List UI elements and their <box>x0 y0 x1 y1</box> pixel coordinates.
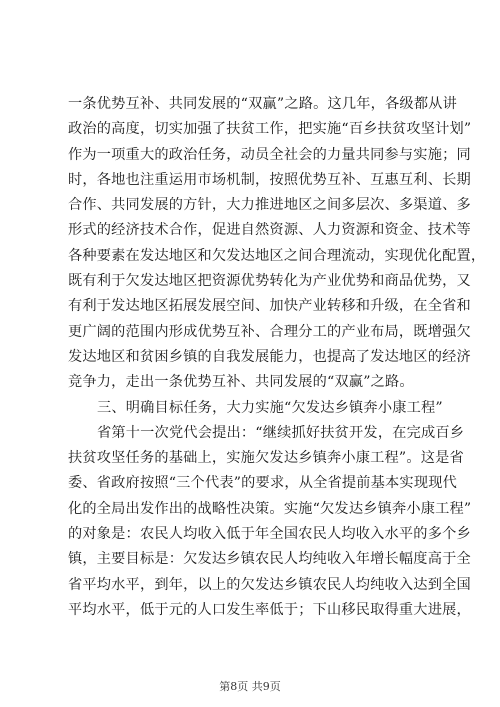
text-line: 竞争力，走出一条优势互补、共同发展的“双赢”之路。 <box>68 374 414 391</box>
text-line: 形式的经济技术合作，促进自然资源、人力资源和资金、技术等 <box>68 222 471 239</box>
text-line: 作为一项重大的政治任务，动员全社会的力量共同参与实施；同 <box>68 146 471 163</box>
text-line: 更广阔的范围内形成优势互补、合理分工的产业布局，既增强欠 <box>68 323 471 340</box>
text-line: 一条优势互补、共同发展的“双赢”之路。这几年，各级都从讲 <box>68 96 457 112</box>
text-line: 的对象是：农民人均收入低于年全国农民人均收入水平的多个乡 <box>68 526 471 543</box>
text-line: 有利于发达地区拓展发展空间、加快产业转移和升级，在全省和 <box>68 298 471 315</box>
text-line: 既有利于欠发达地区把资源优势转化为产业优势和商品优势，又 <box>68 273 471 290</box>
text-line: 委、省政府按照“三个代表”的要求，从全省提前基本实现现代 <box>68 475 457 492</box>
text-line: 扶贫攻坚任务的基础上，实施欠发达乡镇奔小康工程”。这是省 <box>68 450 464 467</box>
text-line: 三、明确目标任务，大力实施“欠发达乡镇奔小康工程” <box>97 399 443 416</box>
text-line: 各种要素在发达地区和欠发达地区之间合理流动，实现优化配置， <box>68 247 486 264</box>
page-footer: 第8页 共9页 <box>219 680 281 693</box>
text-line: 时，各地也注重运用市场机制，按照优势互补、互惠互利、长期 <box>68 171 471 188</box>
text-line: 发达地区和贫困乡镇的自我发展能力，也提高了发达地区的经济 <box>68 348 471 365</box>
text-line: 合作、共同发展的方针，大力推进地区之间多层次、多渠道、多 <box>68 197 471 214</box>
text-line: 政治的高度，切实加强了扶贫工作，把实施“百乡扶贫攻坚计划” <box>68 121 472 138</box>
text-line: 化的全局出发作出的战略性决策。实施“欠发达乡镇奔小康工程” <box>68 500 472 517</box>
text-line: 省第十一次党代会提出：“继续抓好扶贫开发，在完成百乡 <box>97 424 465 441</box>
text-line: 平均水平，低于元的人口发生率低于；下山移民取得重大进展， <box>68 601 471 618</box>
text-line: 镇，主要目标是：欠发达乡镇农民人均纯收入年增长幅度高于全 <box>68 551 471 568</box>
text-line: 省平均水平，到年，以上的欠发达乡镇农民人均纯收入达到全国 <box>68 576 471 593</box>
document-body <box>68 92 486 623</box>
